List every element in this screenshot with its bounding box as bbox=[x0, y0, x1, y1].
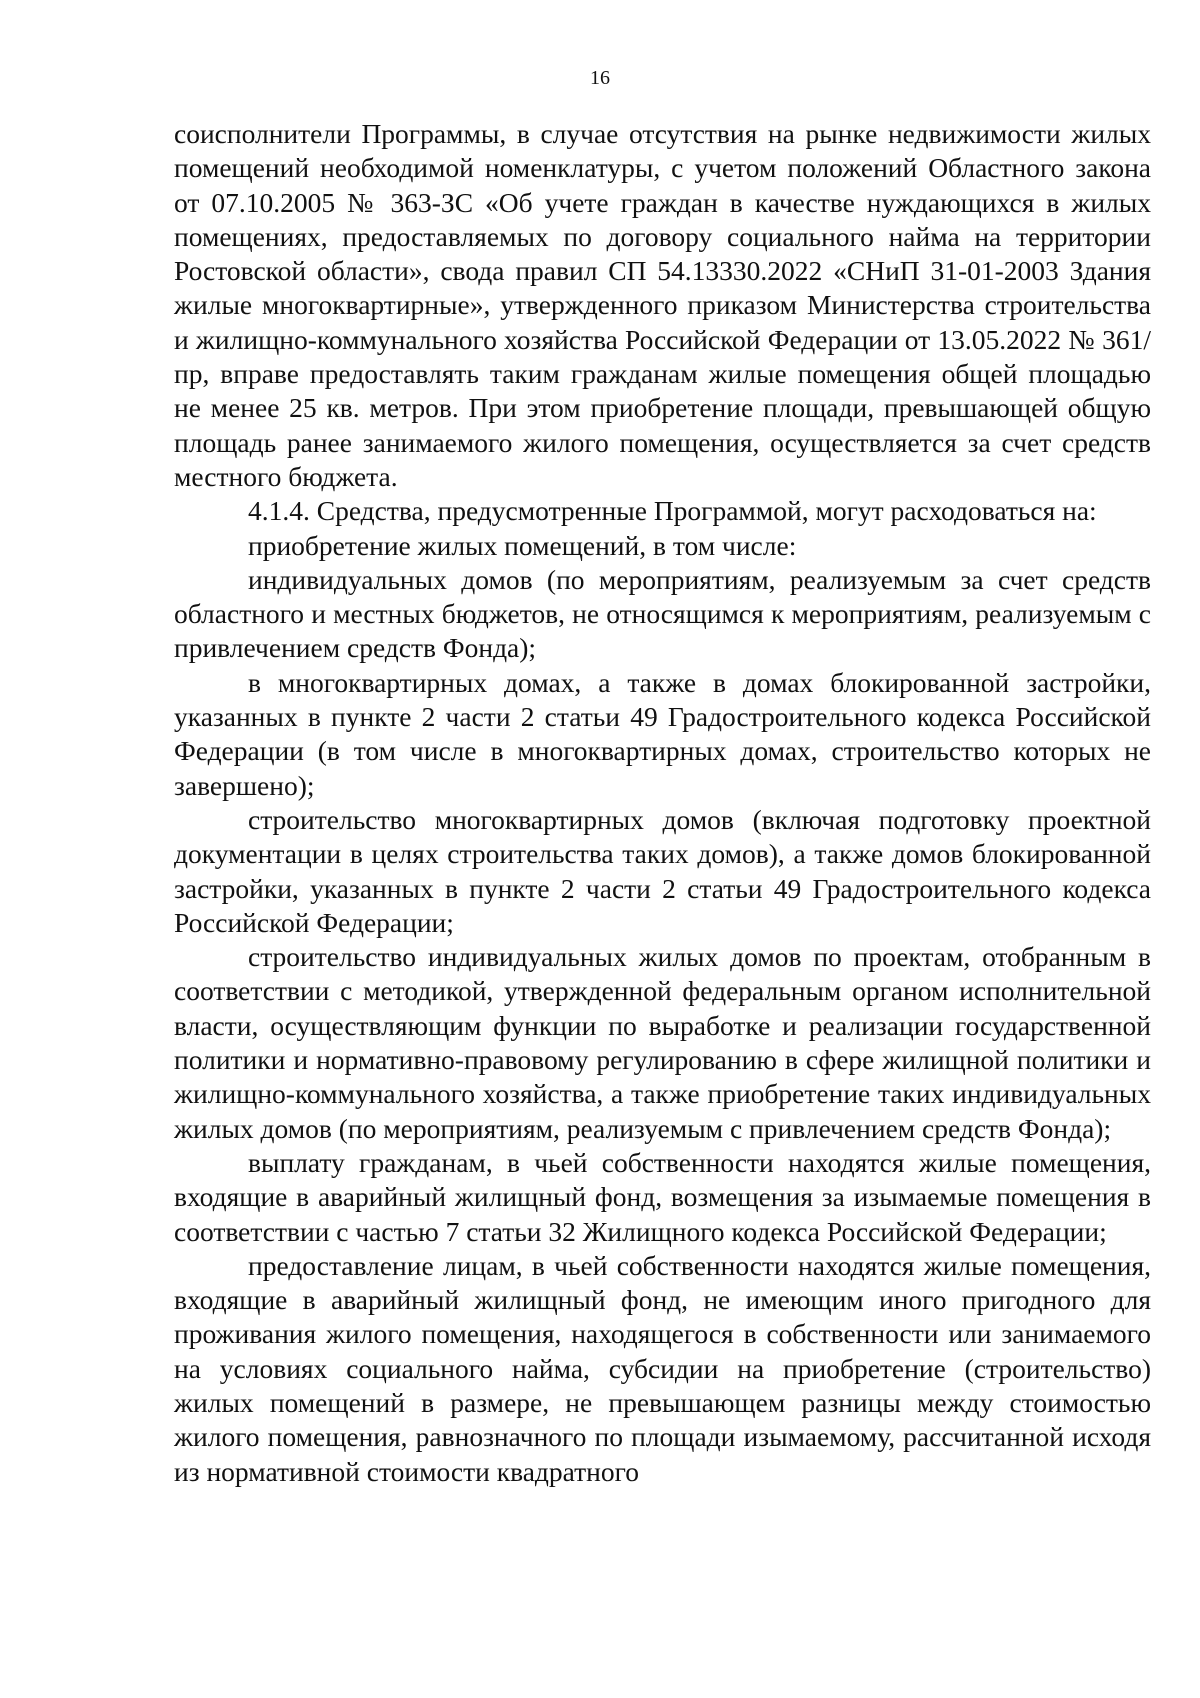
paragraph-compensation-payment: выплату гражданам, в чьей собственности находятся жилые помещения, входящие в аварийный жилищный фонд, возмещения за изымаемые помещения в соответствии с частью 7 статьи 32 Жилищного кодекса Российской Федерации; bbox=[174, 1146, 1151, 1247]
paragraph-construction-individual-houses: строительство индивидуальных жилых домов по проектам, отобранным в соответствии с методикой, утвержденной федеральным органом исполнительной власти, осуществляющим функции по выработке и реализации государственной политики и нормативно-правовому регулированию в сфере жилищной политики и жилищно-коммунального хозяйства, а также приобретение таких индивидуальных жилых домов (по мероприятиям, реализуемым с привлечением средств Фонда); bbox=[174, 941, 1151, 1144]
paragraph-acquisition: приобретение жилых помещений, в том числе: bbox=[248, 529, 797, 561]
page-number: 16 bbox=[590, 67, 610, 89]
paragraph-subsidy: предоставление лицам, в чьей собственности находятся жилые помещения, входящие в аварийный жилищный фонд, не имеющим иного пригодного для проживания жилого помещения, находящегося в собственности или занимаемого на условиях социального найма, субсидии на приобретение (строительство) жилых помещений в размере, не превышающем разницы между стоимостью жилого помещения, равнозначного по площади изымаемому, рассчитанной исходя из нормативной стоимости квадратного bbox=[174, 1249, 1151, 1487]
paragraph-4-1-4: 4.1.4. Средства, предусмотренные Программой, могут расходоваться на: bbox=[248, 495, 1097, 527]
paragraph-individual-houses: индивидуальных домов (по мероприятиям, реализуемым за счет средств областного и местных бюджетов, не относящимся к мероприятиям, реализуемым с привлечением средств Фонда); bbox=[174, 563, 1151, 664]
document-body bbox=[174, 117, 1151, 1489]
paragraph-coexecutors: соисполнители Программы, в случае отсутствия на рынке недвижимости жилых помещений необходимой номенклатуры, с учетом положений Областного закона от 07.10.2005 № 363-ЗС «Об учете граждан в качестве нуждающихся в жилых помещениях, предоставляемых по договору социального найма на территории Ростовской области», свода правил СП 54.13330.2022 «СНиП 31-01-2003 Здания жилые многоквартирные», утвержденного приказом Министерства строительства и жилищно-коммунального хозяйства Российской Федерации от 13.05.2022 № 361/пр, вправе предоставлять таким гражданам жилые помещения общей площадью не менее 25 кв. метров. При этом приобретение площади, превышающей общую площадь ранее занимаемого жилого помещения, осуществляется за счет средств местного бюджета. bbox=[174, 118, 1151, 492]
paragraph-apartment-buildings: в многоквартирных домах, а также в домах блокированной застройки, указанных в пункте 2 части 2 статьи 49 Градостроительного кодекса Российской Федерации (в том числе в многоквартирных домах, строительство которых не завершено); bbox=[174, 666, 1151, 801]
paragraph-construction-apartment-buildings: строительство многоквартирных домов (включая подготовку проектной документации в целях строительства таких домов), а также домов блокированной застройки, указанных в пункте 2 части 2 статьи 49 Градостроительного кодекса Российской Федерации; bbox=[174, 803, 1151, 938]
